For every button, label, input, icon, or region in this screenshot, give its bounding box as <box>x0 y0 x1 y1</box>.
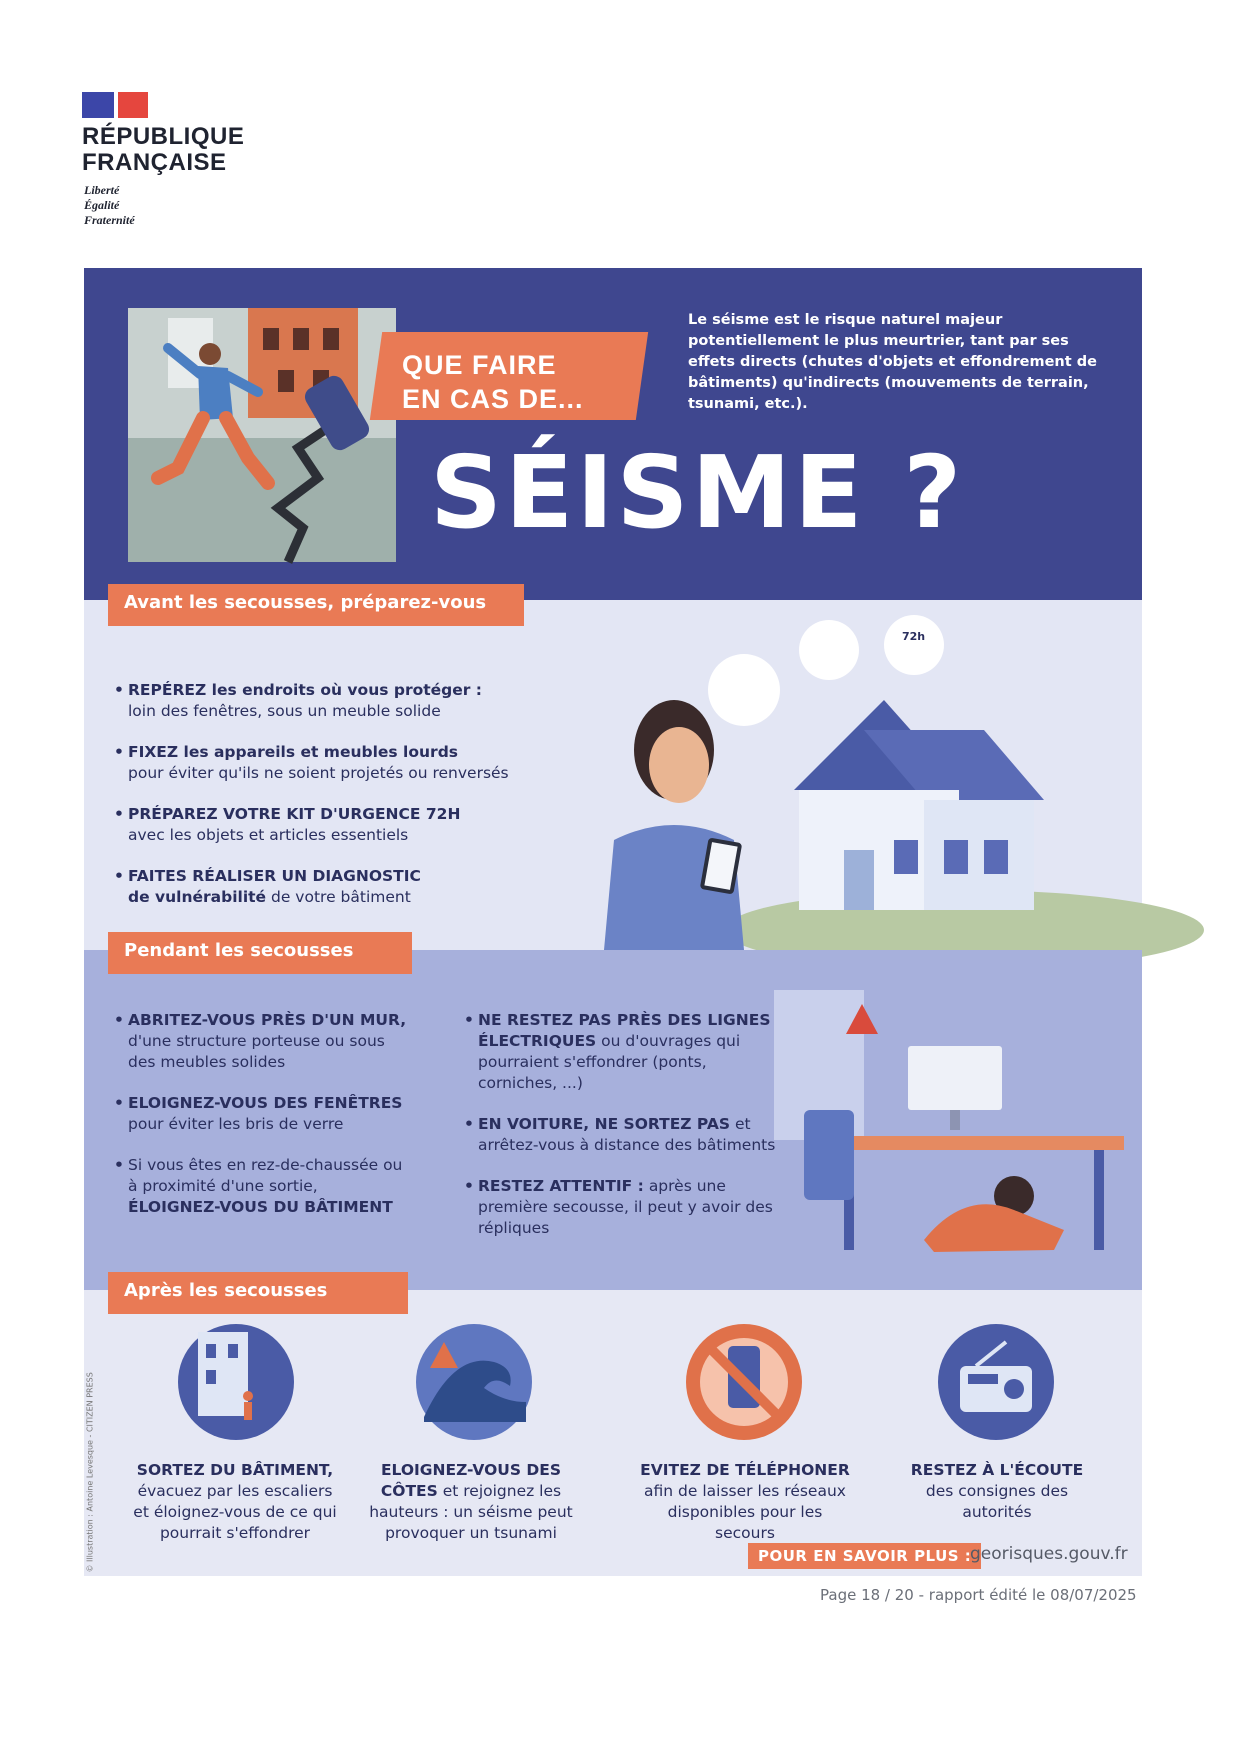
house-woman-illustration <box>544 630 1142 950</box>
illustration-credit: © Illustration : Antoine Levesque - CITIZEN PRESS <box>85 1372 95 1573</box>
during-item: • NE RESTEZ PAS PRÈS DES LIGNES ÉLECTRIQUES ou d'ouvrages qui pourraient s'effondrer (ponts, corniches, ...) <box>464 1010 784 1094</box>
desk-shelter-illustration <box>764 990 1142 1270</box>
during-list-left <box>114 1010 414 1238</box>
after-heading-tag: Après les secousses <box>108 1272 408 1314</box>
poster-header <box>84 268 1142 600</box>
que-faire-text: QUE FAIRE EN CAS DE... <box>402 350 584 414</box>
tsunami-wave-icon <box>414 1322 534 1442</box>
georisques-link[interactable]: georisques.gouv.fr <box>970 1544 1128 1564</box>
before-section <box>84 600 1142 950</box>
before-item: • REPÉREZ les endroits où vous protéger : loin des fenêtres, sous un meuble solide <box>114 680 554 722</box>
radio-icon <box>936 1322 1056 1442</box>
before-item: • FIXEZ les appareils et meubles lourds pour éviter qu'ils ne soient projetés ou renversés <box>114 742 554 784</box>
no-phone-icon <box>684 1322 804 1442</box>
during-list-right <box>464 1010 784 1259</box>
during-item: • ABRITEZ-VOUS PRÈS D'UN MUR, d'une structure porteuse ou sous des meubles solides <box>114 1010 414 1073</box>
republic-motto: Liberté Égalité Fraternité <box>84 183 135 227</box>
marianne-flag-logo <box>82 92 148 118</box>
page-footer: Page 18 / 20 - rapport édité le 08/07/2025 <box>820 1586 1137 1604</box>
before-item: • FAITES RÉALISER UN DIAGNOSTIC de vulnérabilité de votre bâtiment <box>114 866 554 908</box>
during-item: • RESTEZ ATTENTIF : après une première secousse, il peut y avoir des répliques <box>464 1176 784 1239</box>
intro-text: Le séisme est le risque naturel majeur potentiellement le plus meurtrier, tant par ses effets directs (chutes d'objets et effondrement de bâtiments) qu'indirects (mouvements de terrain, tsunami, etc.). <box>688 312 1097 412</box>
republique-francaise-name: RÉPUBLIQUE FRANÇAISE <box>82 123 245 176</box>
svg-text:72h: 72h <box>902 630 926 643</box>
after-item: EVITEZ DE TÉLÉPHONER afin de laisser les réseaux disponibles pour les secours <box>640 1461 850 1542</box>
during-item: • EN VOITURE, NE SORTEZ PAS et arrêtez-vous à distance des bâtiments <box>464 1114 784 1156</box>
during-item: • ELOIGNEZ-VOUS DES FENÊTRES pour éviter les bris de verre <box>114 1093 414 1135</box>
building-exit-icon <box>176 1322 296 1442</box>
earthquake-poster <box>84 268 1142 1576</box>
before-item: • PRÉPAREZ VOTRE KIT D'URGENCE 72H avec les objets et articles essentiels <box>114 804 554 846</box>
earthquake-scene-illustration <box>128 308 396 562</box>
during-heading-tag: Pendant les secousses <box>108 932 412 974</box>
before-heading-tag: Avant les secousses, préparez-vous <box>108 584 524 626</box>
more-info-tag: POUR EN SAVOIR PLUS : <box>748 1543 981 1569</box>
before-list <box>114 680 554 928</box>
after-item: RESTEZ À L'ÉCOUTE des consignes des autorités <box>910 1461 1084 1521</box>
poster-title: SÉISME ? <box>430 434 965 551</box>
during-item: • Si vous êtes en rez-de-chaussée ou à proximité d'une sortie, ÉLOIGNEZ-VOUS DU BÂTIMENT <box>114 1155 414 1218</box>
after-item: SORTEZ DU BÂTIMENT, évacuez par les escaliers et éloignez-vous de ce qui pourrait s'effondrer <box>133 1461 337 1542</box>
during-section <box>84 950 1142 1290</box>
after-item: ELOIGNEZ-VOUS DES CÔTES et rejoignez les hauteurs : un séisme peut provoquer un tsunami <box>369 1461 573 1542</box>
after-section <box>84 1290 1142 1576</box>
